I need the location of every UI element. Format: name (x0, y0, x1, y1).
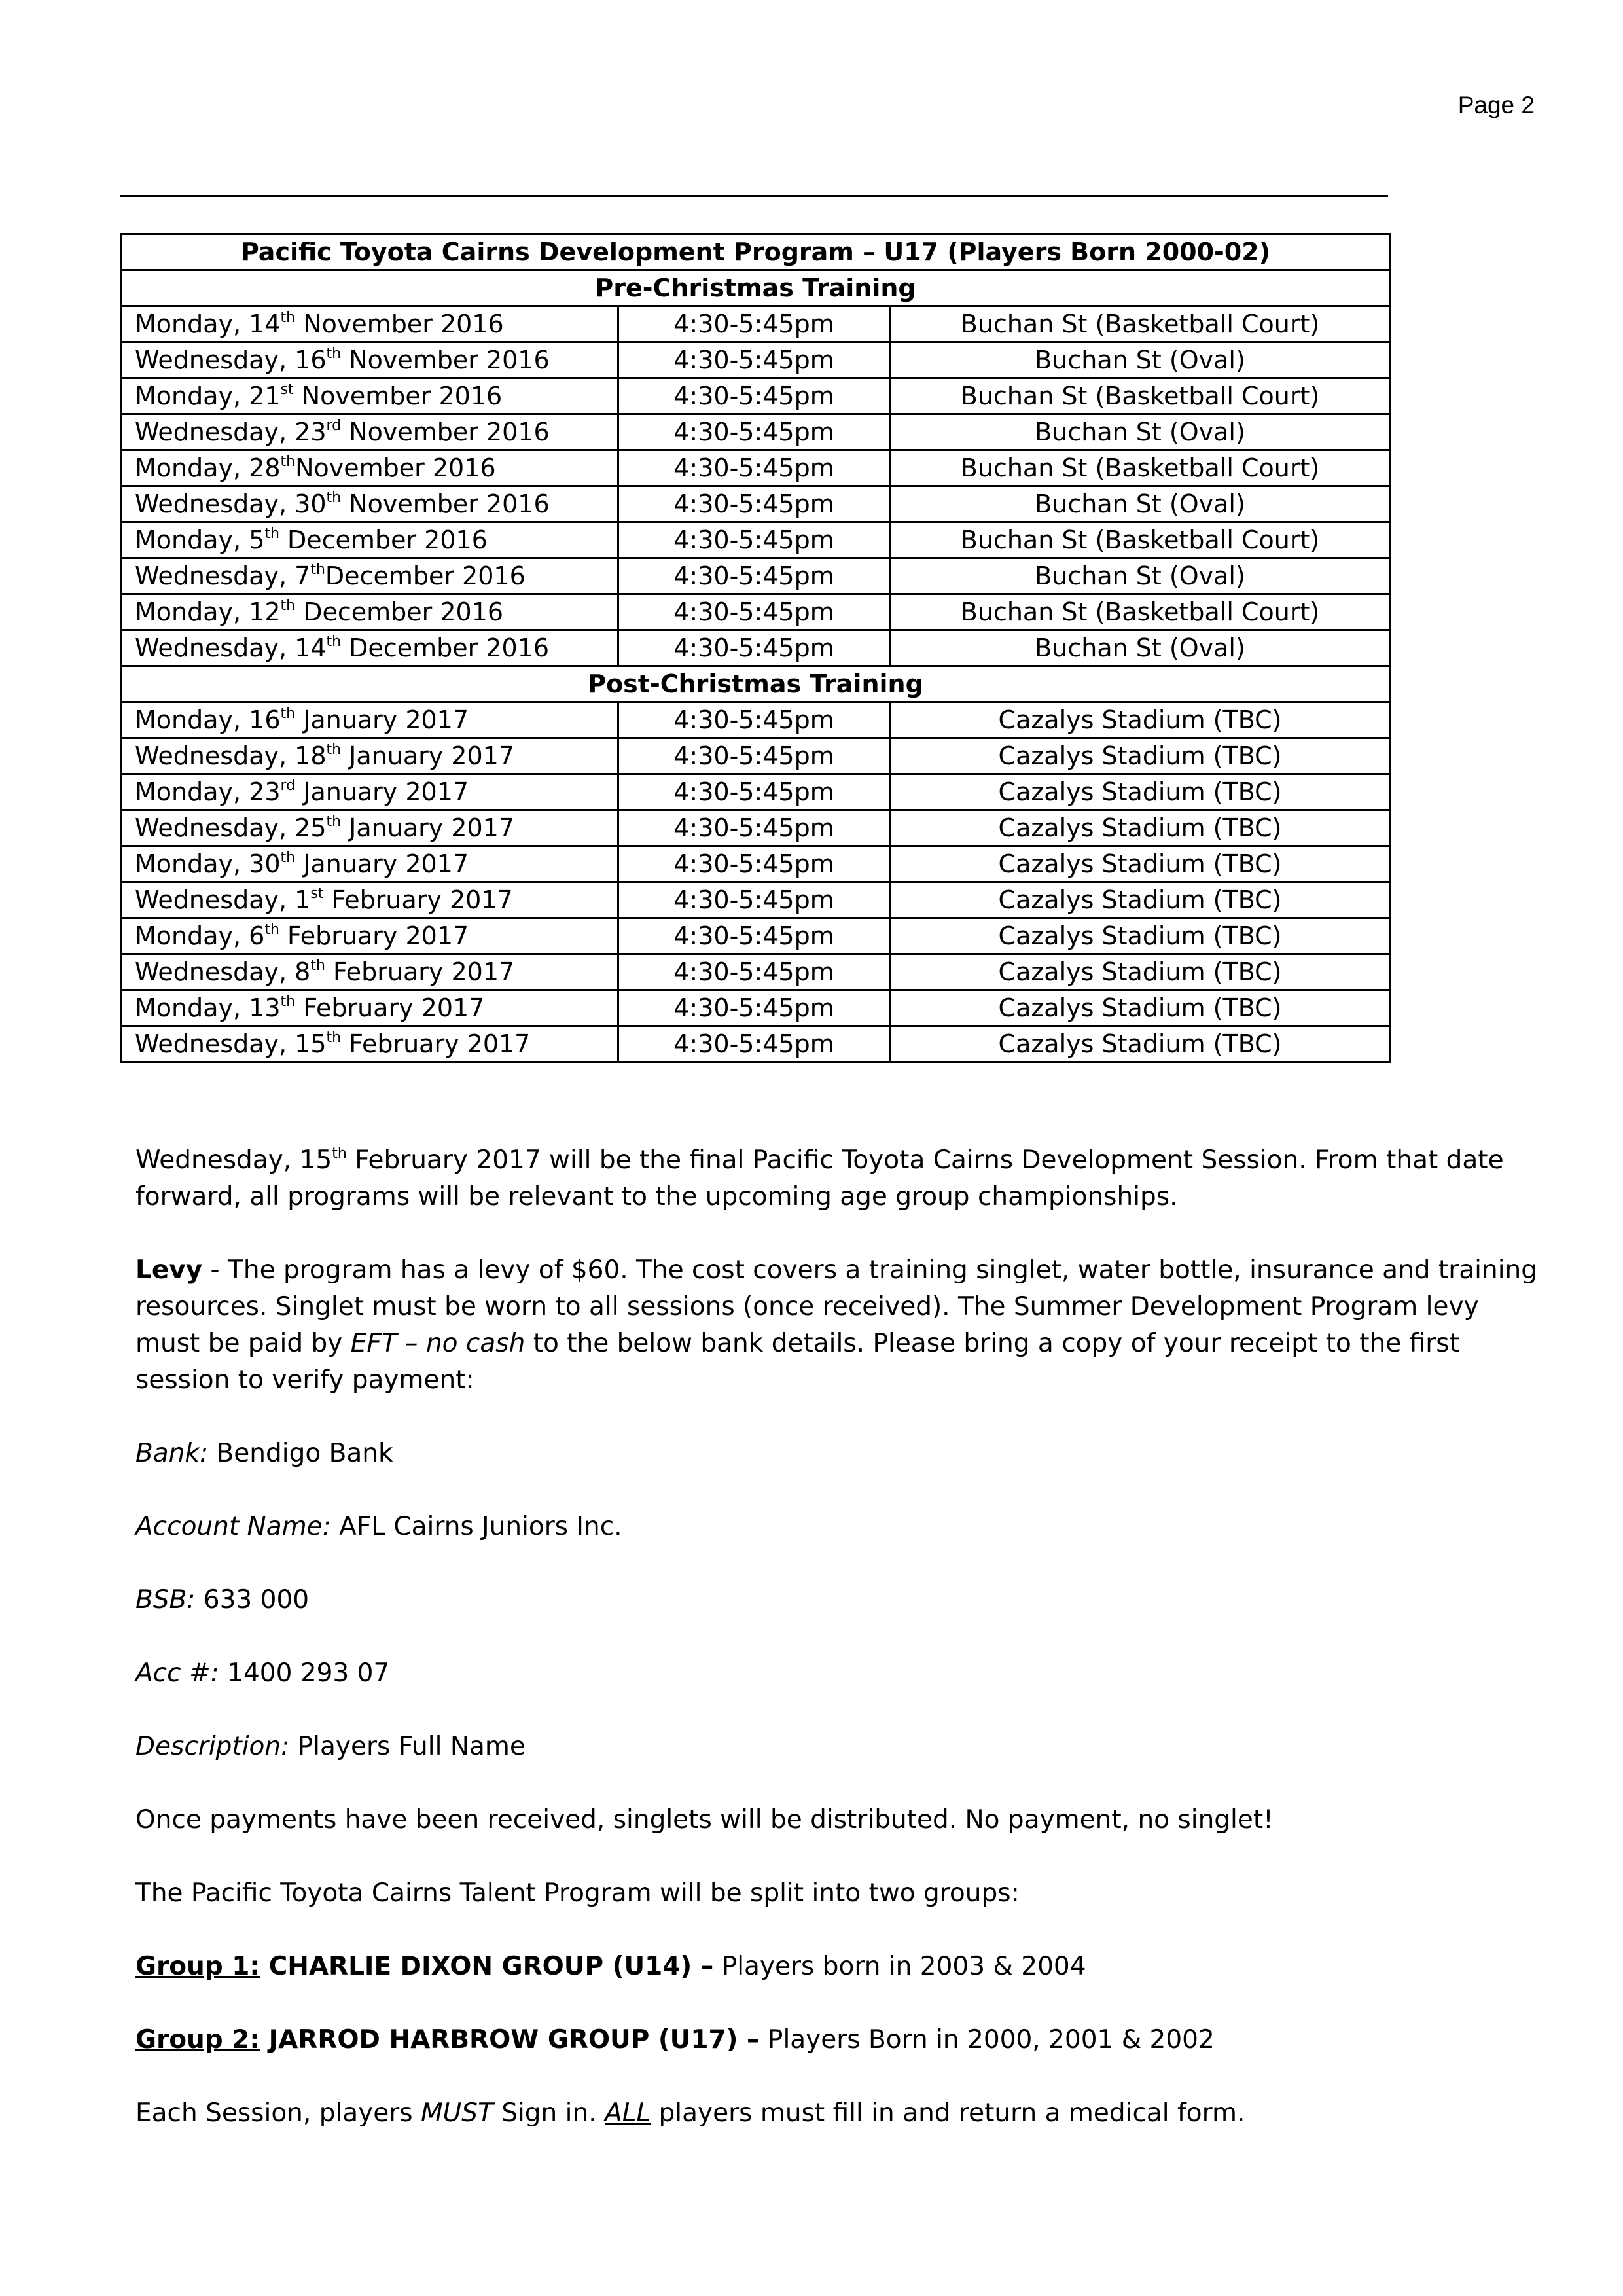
split-note: The Pacific Toyota Cairns Talent Program will be split into two groups: (135, 1878, 1020, 1908)
session-time: 4:30-5:45pm (618, 1026, 890, 1062)
session-venue: Cazalys Stadium (TBC) (890, 882, 1391, 918)
training-schedule-table (120, 233, 1391, 1063)
body-text (135, 1142, 1543, 2168)
session-time: 4:30-5:45pm (618, 810, 890, 846)
session-date: Wednesday, 16th November 2016 (121, 342, 618, 378)
session-venue: Buchan St (Basketball Court) (890, 378, 1391, 414)
post-christmas-heading: Post-Christmas Training (121, 666, 1391, 702)
group-1: Group 1: CHARLIE DIXON GROUP (U14) – Players born in 2003 & 2004 (135, 1952, 1086, 1981)
session-time: 4:30-5:45pm (618, 774, 890, 810)
table-row (121, 414, 1391, 450)
session-date: Monday, 23rd January 2017 (121, 774, 618, 810)
session-date: Wednesday, 1st February 2017 (121, 882, 618, 918)
session-venue: Buchan St (Oval) (890, 486, 1391, 522)
session-venue: Cazalys Stadium (TBC) (890, 918, 1391, 954)
session-date: Monday, 16th January 2017 (121, 702, 618, 738)
levy-label: Levy (135, 1255, 203, 1285)
session-time: 4:30-5:45pm (618, 306, 890, 342)
pre-christmas-heading: Pre-Christmas Training (121, 270, 1391, 306)
session-date: Monday, 12th December 2016 (121, 594, 618, 630)
session-venue: Buchan St (Oval) (890, 414, 1391, 450)
table-row (121, 594, 1391, 630)
session-date: Wednesday, 15th February 2017 (121, 1026, 618, 1062)
description-line: Description: Players Full Name (135, 1732, 526, 1761)
session-venue: Buchan St (Basketball Court) (890, 594, 1391, 630)
table-row (121, 342, 1391, 378)
header-rule (120, 195, 1388, 197)
session-venue: Cazalys Stadium (TBC) (890, 846, 1391, 882)
group-2: Group 2: JARROD HARBROW GROUP (U17) – Players Born in 2000, 2001 & 2002 (135, 2025, 1215, 2054)
session-date: Monday, 6th February 2017 (121, 918, 618, 954)
table-row (121, 990, 1391, 1026)
table-row (121, 1026, 1391, 1062)
table-row (121, 378, 1391, 414)
session-venue: Cazalys Stadium (TBC) (890, 1026, 1391, 1062)
session-time: 4:30-5:45pm (618, 414, 890, 450)
table-row (121, 846, 1391, 882)
session-date: Wednesday, 23rd November 2016 (121, 414, 618, 450)
session-date: Monday, 14th November 2016 (121, 306, 618, 342)
session-date: Wednesday, 30th November 2016 (121, 486, 618, 522)
session-date: Wednesday, 18th January 2017 (121, 738, 618, 774)
session-date: Wednesday, 8th February 2017 (121, 954, 618, 990)
session-date: Wednesday, 7thDecember 2016 (121, 558, 618, 594)
payment-method: EFT – no cash (350, 1329, 526, 1358)
session-date: Wednesday, 14th December 2016 (121, 630, 618, 666)
account-name-line: Account Name: AFL Cairns Juniors Inc. (135, 1512, 622, 1541)
session-date: Monday, 5th December 2016 (121, 522, 618, 558)
session-venue: Buchan St (Basketball Court) (890, 306, 1391, 342)
session-time: 4:30-5:45pm (618, 882, 890, 918)
page-number: Page 2 (1457, 92, 1535, 118)
table-row (121, 630, 1391, 666)
session-time: 4:30-5:45pm (618, 918, 890, 954)
bsb-line: BSB: 633 000 (135, 1585, 310, 1615)
session-date: Monday, 28thNovember 2016 (121, 450, 618, 486)
post-christmas-heading-row (121, 666, 1391, 702)
session-date: Monday, 30th January 2017 (121, 846, 618, 882)
singlets-note: Once payments have been received, singlets will be distributed. No payment, no singlet! (135, 1805, 1274, 1835)
final-session-paragraph: Wednesday, 15th February 2017 will be the final Pacific Toyota Cairns Development Session. From that date forward, all programs will be relevant to the upcoming age group championships. (135, 1145, 1504, 1211)
table-row (121, 882, 1391, 918)
session-venue: Cazalys Stadium (TBC) (890, 954, 1391, 990)
session-time: 4:30-5:45pm (618, 594, 890, 630)
session-venue: Buchan St (Basketball Court) (890, 450, 1391, 486)
table-row (121, 306, 1391, 342)
table-row (121, 486, 1391, 522)
session-time: 4:30-5:45pm (618, 630, 890, 666)
session-time: 4:30-5:45pm (618, 378, 890, 414)
session-time: 4:30-5:45pm (618, 954, 890, 990)
table-row (121, 738, 1391, 774)
session-date: Monday, 13th February 2017 (121, 990, 618, 1026)
bank-line: Bank: Bendigo Bank (135, 1439, 393, 1468)
session-time: 4:30-5:45pm (618, 450, 890, 486)
session-time: 4:30-5:45pm (618, 558, 890, 594)
levy-paragraph: Levy - The program has a levy of $60. The cost covers a training singlet, water bottle, insurance and training resources. Singlet must be worn to all sessions (once received). The Summer Development Program levy must be paid by EFT – no cash to the below bank details. Please bring a copy of your receipt to the first session to verify payment: (135, 1255, 1538, 1395)
session-venue: Cazalys Stadium (TBC) (890, 738, 1391, 774)
table-row (121, 450, 1391, 486)
session-time: 4:30-5:45pm (618, 486, 890, 522)
sign-in-note: Each Session, players MUST Sign in. ALL players must fill in and return a medical form. (135, 2098, 1245, 2128)
session-venue: Buchan St (Oval) (890, 558, 1391, 594)
session-venue: Cazalys Stadium (TBC) (890, 810, 1391, 846)
pre-christmas-heading-row (121, 270, 1391, 306)
session-date: Wednesday, 25th January 2017 (121, 810, 618, 846)
account-number-line: Acc #: 1400 293 07 (135, 1659, 390, 1688)
table-title-row (121, 234, 1391, 270)
table-row (121, 918, 1391, 954)
bank-details (135, 1435, 1543, 1765)
table-row (121, 810, 1391, 846)
session-time: 4:30-5:45pm (618, 522, 890, 558)
table-title: Pacific Toyota Cairns Development Program – U17 (Players Born 2000-02) (121, 234, 1391, 270)
session-time: 4:30-5:45pm (618, 846, 890, 882)
session-time: 4:30-5:45pm (618, 342, 890, 378)
table-row (121, 774, 1391, 810)
session-venue: Buchan St (Basketball Court) (890, 522, 1391, 558)
session-date: Monday, 21st November 2016 (121, 378, 618, 414)
session-venue: Cazalys Stadium (TBC) (890, 702, 1391, 738)
session-venue: Cazalys Stadium (TBC) (890, 774, 1391, 810)
session-venue: Cazalys Stadium (TBC) (890, 990, 1391, 1026)
session-time: 4:30-5:45pm (618, 738, 890, 774)
session-time: 4:30-5:45pm (618, 990, 890, 1026)
table-row (121, 558, 1391, 594)
table-row (121, 702, 1391, 738)
table-row (121, 522, 1391, 558)
session-venue: Buchan St (Oval) (890, 630, 1391, 666)
session-venue: Buchan St (Oval) (890, 342, 1391, 378)
table-row (121, 954, 1391, 990)
session-time: 4:30-5:45pm (618, 702, 890, 738)
